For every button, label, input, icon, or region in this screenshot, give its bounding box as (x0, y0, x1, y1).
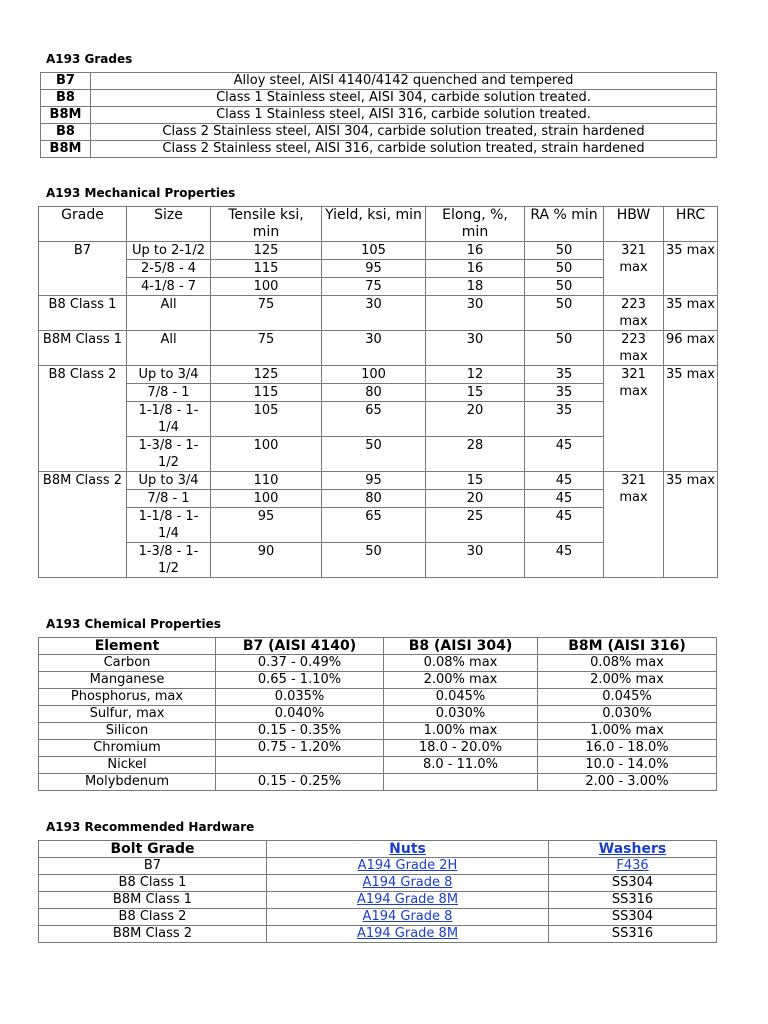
hardware-table (38, 840, 717, 943)
mech-hbw: 223 max (604, 296, 664, 331)
mech-header-cell: HBW (604, 207, 664, 242)
grade-row (41, 107, 717, 124)
mechanical-table (38, 206, 718, 578)
chem-cell: 2.00% max (538, 672, 717, 689)
washer-cell: SS316 (549, 892, 717, 909)
chem-row (39, 706, 717, 723)
washer-cell: SS304 (549, 909, 717, 926)
chem-cell: 0.035% (216, 689, 384, 706)
nut-link[interactable]: A194 Grade 2H (357, 858, 458, 873)
bolt-grade: B8 Class 2 (39, 909, 267, 926)
mech-elong: 20 (426, 490, 525, 508)
nut-cell (267, 858, 549, 875)
grade-row (41, 90, 717, 107)
chem-header-cell: B7 (AISI 4140) (216, 638, 384, 655)
mech-elong: 12 (426, 366, 525, 384)
mech-yield: 80 (322, 384, 426, 402)
grade-description: Class 2 Stainless steel, AISI 304, carbide solution treated, strain hardened (91, 124, 717, 141)
nuts-header-link[interactable]: Nuts (389, 841, 426, 857)
mech-size: 7/8 - 1 (127, 490, 211, 508)
chem-cell (216, 757, 384, 774)
nut-cell (267, 875, 549, 892)
chem-cell: 0.15 - 0.25% (216, 774, 384, 791)
nut-link[interactable]: A194 Grade 8 (362, 909, 453, 924)
mech-tensile: 100 (211, 278, 322, 296)
chem-row (39, 774, 717, 791)
hardware-row (39, 909, 717, 926)
chem-row (39, 723, 717, 740)
mech-ra: 50 (525, 260, 604, 278)
mech-size: 1-1/8 - 1-1/4 (127, 508, 211, 543)
mech-yield: 95 (322, 260, 426, 278)
mech-grade: B8 Class 2 (39, 366, 127, 472)
chem-cell: 1.00% max (538, 723, 717, 740)
mech-elong: 20 (426, 402, 525, 437)
chem-cell: 0.75 - 1.20% (216, 740, 384, 757)
mech-ra: 45 (525, 543, 604, 578)
mech-size: 4-1/8 - 7 (127, 278, 211, 296)
mech-yield: 95 (322, 472, 426, 490)
grade-code: B8 (41, 90, 91, 107)
mech-row (39, 331, 718, 366)
mech-size: 1-1/8 - 1-1/4 (127, 402, 211, 437)
mech-elong: 25 (426, 508, 525, 543)
chem-cell (384, 774, 538, 791)
nut-link[interactable]: A194 Grade 8 (362, 875, 453, 890)
grade-description: Alloy steel, AISI 4140/4142 quenched and tempered (91, 73, 717, 90)
chem-cell: Chromium (39, 740, 216, 757)
chem-cell: 0.045% (538, 689, 717, 706)
mech-yield: 105 (322, 242, 426, 260)
mech-hbw: 321 max (604, 366, 664, 472)
mech-header-cell: HRC (664, 207, 718, 242)
chem-cell: 0.37 - 0.49% (216, 655, 384, 672)
mech-yield: 50 (322, 543, 426, 578)
hardware-header-cell (549, 841, 717, 858)
mech-row (39, 296, 718, 331)
mech-ra: 45 (525, 472, 604, 490)
chem-cell: 0.65 - 1.10% (216, 672, 384, 689)
chemical-title: A193 Chemical Properties (46, 617, 221, 631)
chem-cell: 8.0 - 11.0% (384, 757, 538, 774)
mech-yield: 65 (322, 402, 426, 437)
bolt-grade: B7 (39, 858, 267, 875)
mech-ra: 35 (525, 402, 604, 437)
mech-ra: 50 (525, 296, 604, 331)
nut-cell (267, 926, 549, 943)
hardware-row (39, 875, 717, 892)
mech-ra: 45 (525, 508, 604, 543)
mech-ra: 35 (525, 384, 604, 402)
mech-elong: 28 (426, 437, 525, 472)
hardware-header-cell: Bolt Grade (39, 841, 267, 858)
mech-elong: 30 (426, 296, 525, 331)
chem-row (39, 672, 717, 689)
chem-cell: 0.040% (216, 706, 384, 723)
mech-elong: 18 (426, 278, 525, 296)
mech-grade: B7 (39, 242, 127, 296)
mech-ra: 45 (525, 437, 604, 472)
chem-cell: 0.045% (384, 689, 538, 706)
grade-code: B7 (41, 73, 91, 90)
chem-cell: Manganese (39, 672, 216, 689)
mech-size: 1-3/8 - 1-1/2 (127, 543, 211, 578)
washer-cell: SS304 (549, 875, 717, 892)
mech-yield: 100 (322, 366, 426, 384)
mech-size: All (127, 331, 211, 366)
mech-ra: 50 (525, 331, 604, 366)
mech-elong: 16 (426, 260, 525, 278)
mech-hrc: 35 max (664, 242, 718, 296)
mech-tensile: 90 (211, 543, 322, 578)
washer-link[interactable]: F436 (616, 858, 649, 873)
bolt-grade: B8M Class 2 (39, 926, 267, 943)
washer-cell: SS316 (549, 926, 717, 943)
chem-cell: Sulfur, max (39, 706, 216, 723)
chem-cell: 0.08% max (538, 655, 717, 672)
hardware-row (39, 926, 717, 943)
mech-hbw: 321 max (604, 242, 664, 296)
grade-row (41, 73, 717, 90)
chem-cell: 0.15 - 0.35% (216, 723, 384, 740)
chemical-table (38, 637, 717, 791)
grade-row (41, 124, 717, 141)
mech-grade: B8 Class 1 (39, 296, 127, 331)
chem-cell: 1.00% max (384, 723, 538, 740)
mech-tensile: 75 (211, 296, 322, 331)
nut-cell (267, 892, 549, 909)
chem-header-cell: B8M (AISI 316) (538, 638, 717, 655)
grade-description: Class 1 Stainless steel, AISI 304, carbide solution treated. (91, 90, 717, 107)
mech-size: Up to 3/4 (127, 472, 211, 490)
mech-elong: 15 (426, 384, 525, 402)
bolt-grade: B8M Class 1 (39, 892, 267, 909)
mech-tensile: 115 (211, 384, 322, 402)
mech-ra: 50 (525, 242, 604, 260)
mech-tensile: 75 (211, 331, 322, 366)
grade-row (41, 141, 717, 158)
mech-row (39, 242, 718, 260)
mech-yield: 75 (322, 278, 426, 296)
chem-cell: 0.030% (384, 706, 538, 723)
chem-cell: 18.0 - 20.0% (384, 740, 538, 757)
grade-code: B8 (41, 124, 91, 141)
mech-size: 7/8 - 1 (127, 384, 211, 402)
mech-header-cell: Yield, ksi, min (322, 207, 426, 242)
mech-yield: 30 (322, 331, 426, 366)
mech-hrc: 96 max (664, 331, 718, 366)
grade-code: B8M (41, 141, 91, 158)
nut-cell (267, 909, 549, 926)
nut-link[interactable]: A194 Grade 8M (356, 926, 459, 941)
mech-header-cell: Elong, %, min (426, 207, 525, 242)
mech-grade: B8M Class 2 (39, 472, 127, 578)
mech-elong: 30 (426, 543, 525, 578)
mech-tensile: 125 (211, 366, 322, 384)
mech-elong: 15 (426, 472, 525, 490)
mech-yield: 65 (322, 508, 426, 543)
mech-row (39, 366, 718, 384)
chem-row (39, 689, 717, 706)
mech-elong: 16 (426, 242, 525, 260)
mech-yield: 30 (322, 296, 426, 331)
mech-ra: 50 (525, 278, 604, 296)
mech-size: All (127, 296, 211, 331)
mech-hrc: 35 max (664, 366, 718, 472)
mech-header-cell: Tensile ksi, min (211, 207, 322, 242)
mech-elong: 30 (426, 331, 525, 366)
hardware-title: A193 Recommended Hardware (46, 820, 255, 834)
mech-tensile: 100 (211, 437, 322, 472)
washers-header-link[interactable]: Washers (598, 841, 667, 857)
chem-cell: 0.030% (538, 706, 717, 723)
hardware-row (39, 892, 717, 909)
chem-row (39, 740, 717, 757)
grade-code: B8M (41, 107, 91, 124)
mech-header-cell: RA % min (525, 207, 604, 242)
grade-description: Class 2 Stainless steel, AISI 316, carbide solution treated, strain hardened (91, 141, 717, 158)
mech-yield: 80 (322, 490, 426, 508)
chem-row (39, 655, 717, 672)
hardware-row (39, 858, 717, 875)
chem-cell: 16.0 - 18.0% (538, 740, 717, 757)
hardware-header-cell (267, 841, 549, 858)
grade-description: Class 1 Stainless steel, AISI 316, carbide solution treated. (91, 107, 717, 124)
mech-size: 2-5/8 - 4 (127, 260, 211, 278)
chem-row (39, 757, 717, 774)
chem-cell: Silicon (39, 723, 216, 740)
chem-cell: 2.00% max (384, 672, 538, 689)
mech-tensile: 95 (211, 508, 322, 543)
grades-table (40, 72, 717, 158)
chem-cell: 0.08% max (384, 655, 538, 672)
mechanical-title: A193 Mechanical Properties (46, 186, 236, 200)
mech-ra: 35 (525, 366, 604, 384)
mech-hbw: 223 max (604, 331, 664, 366)
mech-tensile: 110 (211, 472, 322, 490)
grades-title: A193 Grades (46, 52, 133, 66)
mech-header-cell: Size (127, 207, 211, 242)
mech-tensile: 100 (211, 490, 322, 508)
mech-size: Up to 2-1/2 (127, 242, 211, 260)
chem-cell: Nickel (39, 757, 216, 774)
chem-header-cell: B8 (AISI 304) (384, 638, 538, 655)
mech-tensile: 115 (211, 260, 322, 278)
mech-hrc: 35 max (664, 472, 718, 578)
mech-tensile: 125 (211, 242, 322, 260)
chem-cell: Phosphorus, max (39, 689, 216, 706)
mech-header-cell: Grade (39, 207, 127, 242)
chem-cell: Carbon (39, 655, 216, 672)
chem-cell: 2.00 - 3.00% (538, 774, 717, 791)
chem-cell: 10.0 - 14.0% (538, 757, 717, 774)
nut-link[interactable]: A194 Grade 8M (356, 892, 459, 907)
bolt-grade: B8 Class 1 (39, 875, 267, 892)
mech-row (39, 472, 718, 490)
mech-hbw: 321 max (604, 472, 664, 578)
mech-size: Up to 3/4 (127, 366, 211, 384)
mech-ra: 45 (525, 490, 604, 508)
mech-hrc: 35 max (664, 296, 718, 331)
chem-cell: Molybdenum (39, 774, 216, 791)
chem-header-cell: Element (39, 638, 216, 655)
washer-cell (549, 858, 717, 875)
mech-yield: 50 (322, 437, 426, 472)
mech-size: 1-3/8 - 1-1/2 (127, 437, 211, 472)
mech-tensile: 105 (211, 402, 322, 437)
mech-grade: B8M Class 1 (39, 331, 127, 366)
